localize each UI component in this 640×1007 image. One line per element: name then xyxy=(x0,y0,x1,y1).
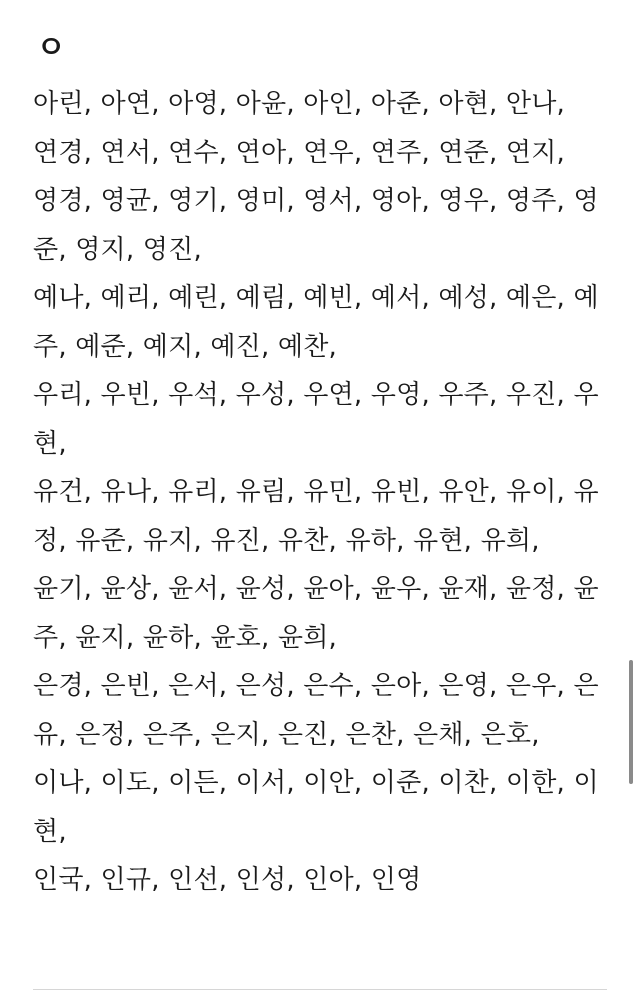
scrollbar-thumb[interactable] xyxy=(629,660,633,784)
text-line: 유건, 유나, 유리, 유림, 유민, 유빈, 유안, 유이, 유 xyxy=(33,477,599,507)
name-paragraph xyxy=(33,371,613,468)
text-line: 유, 은정, 은주, 은지, 은진, 은찬, 은채, 은호, xyxy=(33,719,540,750)
name-paragraph xyxy=(33,274,613,371)
name-paragraph xyxy=(33,177,613,274)
text-line: 현, xyxy=(33,816,67,847)
text-line: 주, 윤지, 윤하, 윤호, 윤희, xyxy=(33,622,338,653)
name-paragraph xyxy=(33,468,613,565)
text-line: 준, 영지, 영진, xyxy=(33,234,202,265)
names-list xyxy=(33,80,613,905)
name-paragraph xyxy=(33,80,613,129)
text-line: 인국, 인규, 인선, 인성, 인아, 인영 xyxy=(33,865,422,895)
text-line: 이나, 이도, 이든, 이서, 이안, 이준, 이찬, 이한, 이 xyxy=(33,768,599,798)
section-heading: ㅇ xyxy=(36,30,66,66)
name-paragraph xyxy=(33,759,613,856)
name-paragraph xyxy=(33,129,613,178)
text-line: 아린, 아연, 아영, 아윤, 아인, 아준, 아현, 안나, xyxy=(33,89,566,119)
name-paragraph xyxy=(33,565,613,662)
text-line: 은경, 은빈, 은서, 은성, 은수, 은아, 은영, 은우, 은 xyxy=(33,671,599,701)
text-line: 연경, 연서, 연수, 연아, 연우, 연주, 연준, 연지, xyxy=(33,137,566,168)
text-line: 현, xyxy=(33,428,67,459)
text-line: 주, 예준, 예지, 예진, 예찬, xyxy=(33,331,338,362)
name-paragraph xyxy=(33,662,613,759)
bottom-divider xyxy=(33,989,607,990)
text-line: 우리, 우빈, 우석, 우성, 우연, 우영, 우주, 우진, 우 xyxy=(33,380,599,410)
text-line: 영경, 영균, 영기, 영미, 영서, 영아, 영우, 영주, 영 xyxy=(33,186,599,216)
text-line: 정, 유준, 유지, 유진, 유찬, 유하, 유현, 유희, xyxy=(33,525,540,556)
text-line: 예나, 예리, 예린, 예림, 예빈, 예서, 예성, 예은, 예 xyxy=(33,283,599,313)
name-paragraph xyxy=(33,856,613,905)
text-line: 윤기, 윤상, 윤서, 윤성, 윤아, 윤우, 윤재, 윤정, 윤 xyxy=(33,574,599,604)
